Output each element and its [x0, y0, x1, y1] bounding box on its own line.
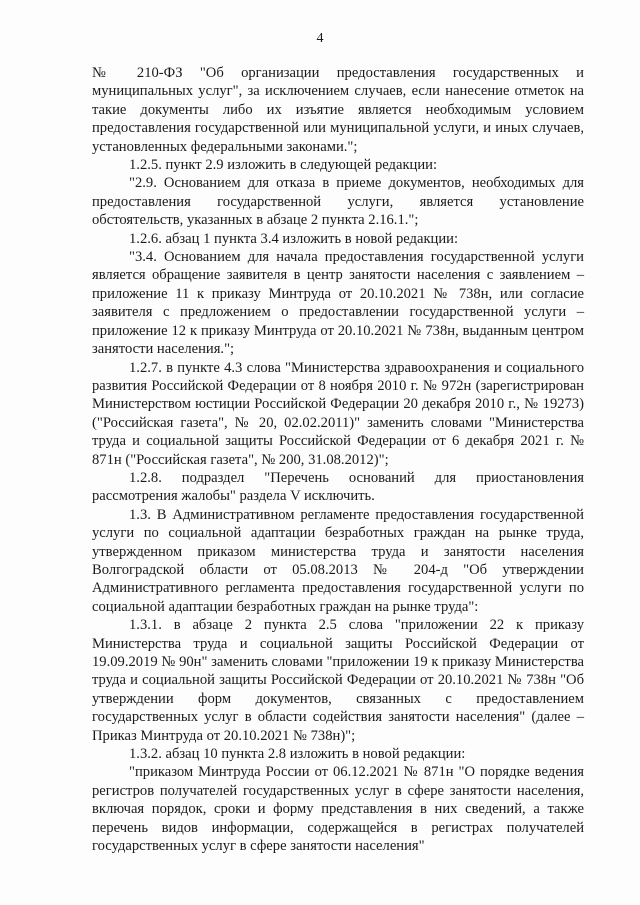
paragraph-law-continuation: № 210-ФЗ "Об организации предоставления государственных и муниципальных услуг", за исключением случаев, если нанесение отметок на такие документы либо их изъятие является необходимым условием предоставления государственной или муниципальной услуги, и иных случаев, установленных федеральными законами."; — [92, 65, 584, 155]
page-number: 4 — [316, 31, 324, 46]
paragraph-2-9-quote: "2.9. Основанием для отказа в приеме документов, необходимых для предоставления государственной услуги, является установление обстоятельств, указанных в абзаце 2 пункта 2.16.1."; — [92, 175, 584, 229]
paragraph-1-2-7: 1.2.7. в пункте 4.3 слова "Министерства здравоохранения и социального развития Российской Федерации от 8 ноября 2010 г. № 972н (зарегистрирован Министерством юстиции Российской Федерации 20 декабря 2010 г., № 19273) ("Российская газета", № 20, 02.02.2011)" заменить словами "Министерства труда и социальной защиты Российской Федерации от 6 декабря 2021 г. № 871н ("Российская газета", № 200, 31.08.2012)"; — [92, 359, 584, 468]
paragraph-3-4-quote: "3.4. Основанием для начала предоставления государственной услуги является обращение заявителя в центр занятости населения с заявлением – приложение 11 к приказу Минтруда от 20.10.2021 № 738н, или согласие заявителя с предложением о предоставлении государственной услуги – приложение 12 к приказу Минтруда от 20.10.2021 № 738н, выданным центром занятости населения."; — [92, 249, 584, 358]
paragraph-1-2-6: 1.2.6. абзац 1 пункта 3.4 изложить в новой редакции: — [129, 230, 459, 247]
paragraph-1-2-8: 1.2.8. подраздел "Перечень оснований для приостановления рассмотрения жалобы" раздела V исключить. — [92, 469, 584, 505]
document-body — [92, 64, 584, 855]
paragraph-1-3-1: 1.3.1. в абзаце 2 пункта 2.5 слова "приложении 22 к приказу Министерства труда и социальной защиты Российской Федерации от 19.09.2019 № 90н" заменить словами "приложении 19 к приказу Министерства труда и социальной защиты Российской Федерации от 20.10.2021 № 738н "Об утверждении форм документов, связанных с предоставлением государственных услуг в области содействия занятости населения" (далее – Приказ Минтруда от 20.10.2021 № 738н)"; — [92, 617, 584, 744]
paragraph-order-quote: "приказом Минтруда России от 06.12.2021 № 871н "О порядке ведения регистров получателей государственных услуг в сфере занятости населения, включая порядок, сроки и форму представления в них сведений, а также перечень видов информации, содержащейся в регистрах получателей государственных услуг в сфере занятости населения" — [92, 764, 584, 855]
paragraph-1-3-2: 1.3.2. абзац 10 пункта 2.8 изложить в новой редакции: — [129, 746, 466, 763]
paragraph-1-2-5: 1.2.5. пункт 2.9 изложить в следующей редакции: — [129, 157, 438, 174]
paragraph-1-3: 1.3. В Административном регламенте предоставления государственной услуги по социальной адаптации безработных граждан на рынке труда, утвержденном приказом министерства труда и занятости населения Волгоградской области от 05.08.2013 № 204-д "Об утверждении Административного регламента предоставления государственной услуги по социальной адаптации безработных граждан на рынке труда": — [92, 506, 584, 615]
